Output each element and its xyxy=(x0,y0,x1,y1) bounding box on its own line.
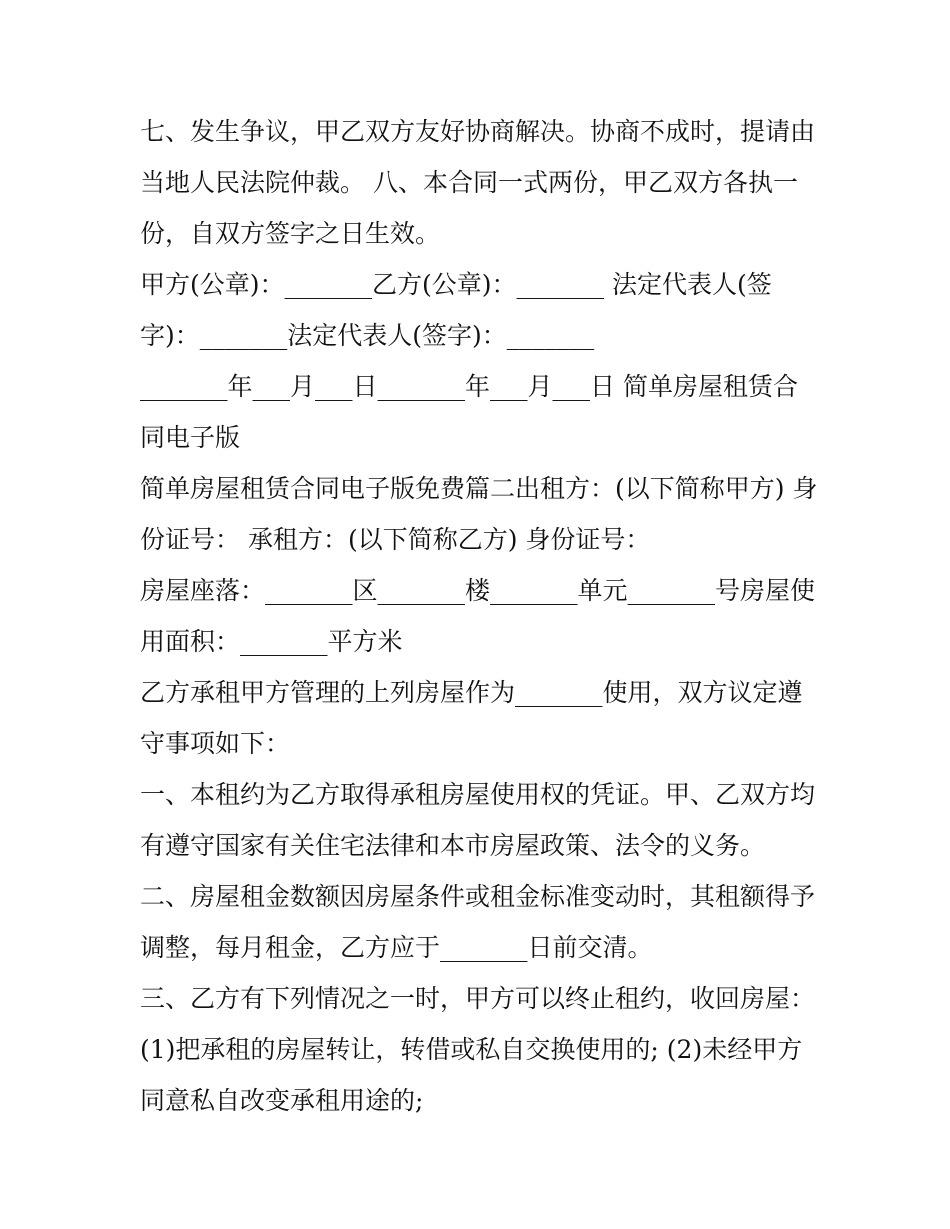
paragraph-clause-three: 三、乙方有下列情况之一时，甲方可以终止租约，收回房屋： xyxy=(140,984,816,1013)
paragraph-clause-three-items: (1)把承租的房屋转让，转借或私自交换使用的; (2)未经甲方同意私自改变承租用途的; xyxy=(140,1035,803,1115)
paragraph-date-lines: _______年___月___日_______年___月___日 简单房屋租赁合同电子版 xyxy=(140,372,798,452)
paragraph-property-location: 房屋座落：_______区_______楼_______单元_______号房屋使用面积：_______平方米 xyxy=(140,576,816,656)
paragraph-usage-intro: 乙方承租甲方管理的上列房屋作为_______使用，双方议定遵守事项如下： xyxy=(140,678,803,758)
paragraph-clause-one: 一、本租约为乙方取得承租房屋使用权的凭证。甲、乙双方均有遵守国家有关住宅法律和本市房屋政策、法令的义务。 xyxy=(140,780,816,860)
paragraph-parties: 简单房屋租赁合同电子版免费篇二出租方：(以下简称甲方) 身份证号： 承租方：(以下简称乙方) 身份证号： xyxy=(140,474,818,554)
paragraph-dispute-resolution: 七、发生争议，甲乙双方友好协商解决。协商不成时，提请由当地人民法院仲裁。 八、本合同一式两份，甲乙双方各执一份，自双方签字之日生效。 xyxy=(140,117,816,248)
paragraph-signature-lines: 甲方(公章)：_______乙方(公章)：_______ 法定代表人(签字)：_______法定代表人(签字)：_______ xyxy=(140,270,772,350)
document-body xyxy=(140,106,820,1126)
paragraph-clause-two: 二、房屋租金数额因房屋条件或租金标准变动时，其租额得予调整，每月租金，乙方应于_______日前交清。 xyxy=(140,882,816,962)
